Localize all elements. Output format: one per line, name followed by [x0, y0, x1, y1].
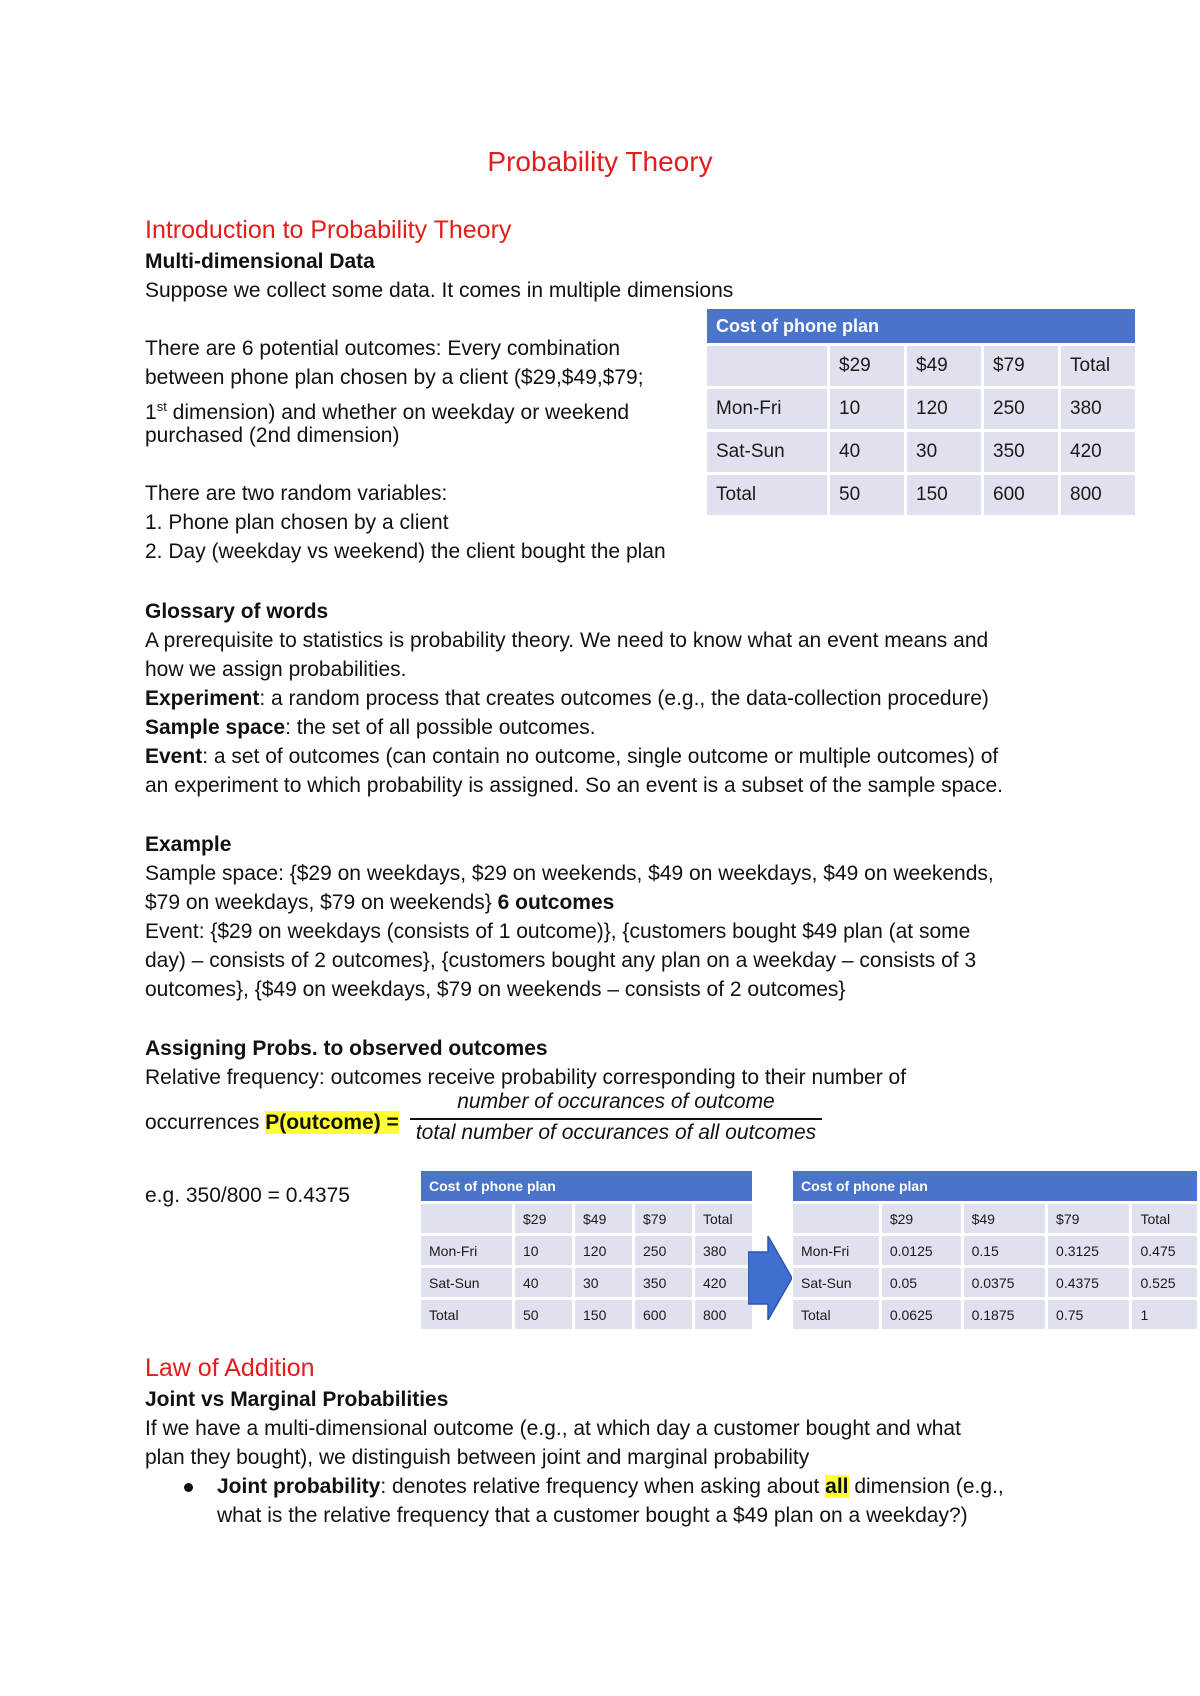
- table-caption: Cost of phone plan: [793, 1171, 1197, 1201]
- phone-plan-counts-table-small: [418, 1168, 755, 1332]
- table-header-cell: Total: [1132, 1204, 1197, 1233]
- table-cell: 0.1875: [964, 1300, 1045, 1329]
- table-cell: 0.525: [1132, 1268, 1197, 1297]
- assigning-example: e.g. 350/800 = 0.4375: [145, 1184, 350, 1207]
- table-cell: Mon-Fri: [421, 1236, 512, 1265]
- rv-intro: There are two random variables:: [145, 482, 448, 505]
- table-cell: 0.0375: [964, 1268, 1045, 1297]
- joint-probability-text: : denotes relative frequency when asking about: [380, 1475, 826, 1498]
- table-header-cell: $29: [830, 346, 904, 386]
- table-cell: 0.0625: [882, 1300, 961, 1329]
- section-heading-law-of-addition: Law of Addition: [145, 1354, 315, 1382]
- glossary-heading: Glossary of words: [145, 600, 329, 623]
- example-outcome-count: 6 outcomes: [491, 891, 615, 914]
- term-joint-probability: Joint probability: [217, 1475, 381, 1498]
- table-cell: 10: [830, 389, 904, 429]
- ordinal-suffix: st: [156, 399, 167, 414]
- table-cell: 250: [984, 389, 1058, 429]
- table-header-cell: Total: [695, 1204, 752, 1233]
- table-cell: 10: [515, 1236, 572, 1265]
- term-event: Event: [145, 745, 203, 768]
- joint-probability-line-2: what is the relative frequency that a customer bought a $49 plan on a weekday?): [217, 1504, 968, 1527]
- table-cell: 50: [515, 1300, 572, 1329]
- table-cell: 420: [1061, 432, 1135, 472]
- table-cell: 350: [984, 432, 1058, 472]
- formula-denominator: total number of occurances of all outcomes: [415, 1121, 817, 1144]
- table-caption: Cost of phone plan: [421, 1171, 752, 1201]
- table-header-cell: [707, 346, 827, 386]
- table-cell: 600: [984, 475, 1058, 515]
- table-header-cell: $79: [1048, 1204, 1129, 1233]
- joint-probability-bullet: [217, 1472, 1004, 1501]
- table-cell: 250: [635, 1236, 692, 1265]
- intro-line: Suppose we collect some data. It comes in multiple dimensions: [145, 279, 734, 302]
- table-cell: 0.4375: [1048, 1268, 1129, 1297]
- table-cell: 40: [515, 1268, 572, 1297]
- table-header-cell: [793, 1204, 879, 1233]
- table-cell: 30: [575, 1268, 632, 1297]
- table-cell: Mon-Fri: [793, 1236, 879, 1265]
- table-cell: 50: [830, 475, 904, 515]
- glossary-event: [145, 742, 998, 771]
- table-cell: 120: [907, 389, 981, 429]
- page-title: Probability Theory: [487, 146, 713, 177]
- glossary-line-2: how we assign probabilities.: [145, 658, 407, 681]
- term-experiment: Experiment: [145, 687, 260, 710]
- section-heading-intro: Introduction to Probability Theory: [145, 216, 512, 244]
- outcomes-line-1: There are 6 potential outcomes: Every combination: [145, 337, 621, 360]
- table-cell: 380: [695, 1236, 752, 1265]
- glossary-experiment: [145, 684, 989, 713]
- def-experiment: : a random process that creates outcomes (e.g., the data-collection procedure): [259, 687, 989, 710]
- example-line-4: day) – consists of 2 outcomes}, {customers bought any plan on a weekday – consists of 3: [145, 949, 977, 972]
- ordinal-number: 1: [145, 401, 157, 424]
- table-cell: 0.3125: [1048, 1236, 1129, 1265]
- table-row: [421, 1268, 752, 1297]
- table-header-row: [421, 1204, 752, 1233]
- table-header-cell: Total: [1061, 346, 1135, 386]
- law-line-1: If we have a multi-dimensional outcome (e.g., at which day a customer bought and what: [145, 1417, 961, 1440]
- table-cell: 0.15: [964, 1236, 1045, 1265]
- table-row: [707, 432, 1135, 472]
- rv-item-2: 2. Day (weekday vs weekend) the client bought the plan: [145, 540, 666, 563]
- def-event: : a set of outcomes (can contain no outcome, single outcome or multiple outcomes) of: [202, 745, 999, 768]
- table-header-cell: $49: [964, 1204, 1045, 1233]
- bullet-icon: [184, 1483, 193, 1492]
- table-caption: Cost of phone plan: [707, 309, 1135, 343]
- table-cell: 30: [907, 432, 981, 472]
- table-cell: Sat-Sun: [421, 1268, 512, 1297]
- assigning-line-2-text: occurrences: [145, 1111, 266, 1134]
- assigning-line-2: [145, 1108, 399, 1137]
- table-row: [793, 1300, 1197, 1329]
- table-cell: 420: [695, 1268, 752, 1297]
- table-row: [793, 1268, 1197, 1297]
- term-sample-space: Sample space: [145, 716, 286, 739]
- outcomes-line-3-rest: dimension) and whether on weekday or weekend: [166, 401, 630, 424]
- example-heading: Example: [145, 833, 232, 856]
- law-line-2: plan they bought), we distinguish between joint and marginal probability: [145, 1446, 810, 1469]
- assigning-line-1: Relative frequency: outcomes receive probability corresponding to their number of: [145, 1066, 907, 1089]
- def-sample-space: : the set of all possible outcomes.: [285, 716, 596, 739]
- example-line-3: Event: {$29 on weekdays (consists of 1 outcome)}, {customers bought $49 plan (at some: [145, 920, 971, 943]
- table-row: [421, 1300, 752, 1329]
- right-arrow-icon: [748, 1236, 792, 1320]
- subheading-multidimensional: Multi-dimensional Data: [145, 250, 375, 273]
- table-header-row: [793, 1204, 1197, 1233]
- phone-plan-counts-table: [704, 306, 1138, 518]
- fraction-bar: [410, 1118, 822, 1120]
- subheading-joint-vs-marginal: Joint vs Marginal Probabilities: [145, 1388, 449, 1411]
- table-row: [793, 1236, 1197, 1265]
- table-row: [707, 389, 1135, 429]
- table-header-cell: $79: [635, 1204, 692, 1233]
- outcomes-line-2: between phone plan chosen by a client ($29,$49,$79;: [145, 366, 644, 389]
- table-header-cell: $79: [984, 346, 1058, 386]
- table-cell: 0.05: [882, 1268, 961, 1297]
- outcomes-line-4: purchased (2nd dimension): [145, 424, 400, 447]
- table-row: [421, 1236, 752, 1265]
- rv-item-1: 1. Phone plan chosen by a client: [145, 511, 449, 534]
- table-cell: 0.475: [1132, 1236, 1197, 1265]
- table-cell: Total: [793, 1300, 879, 1329]
- table-cell: Mon-Fri: [707, 389, 827, 429]
- table-cell: 380: [1061, 389, 1135, 429]
- table-cell: 600: [635, 1300, 692, 1329]
- table-cell: Total: [707, 475, 827, 515]
- table-cell: 40: [830, 432, 904, 472]
- table-cell: 800: [1061, 475, 1135, 515]
- table-header-cell: $29: [882, 1204, 961, 1233]
- assigning-heading: Assigning Probs. to observed outcomes: [145, 1037, 548, 1060]
- table-header-row: [707, 346, 1135, 386]
- formula-numerator: number of occurances of outcome: [457, 1090, 775, 1113]
- glossary-sample-space: [145, 713, 596, 742]
- formula-label: P(outcome) =: [265, 1111, 399, 1134]
- glossary-event-line-2: an experiment to which probability is assigned. So an event is a subset of the sample space.: [145, 774, 1003, 797]
- table-cell: 120: [575, 1236, 632, 1265]
- table-row: [707, 475, 1135, 515]
- example-line-1: Sample space: {$29 on weekdays, $29 on weekends, $49 on weekdays, $49 on weekends,: [145, 862, 994, 885]
- table-cell: Sat-Sun: [707, 432, 827, 472]
- table-cell: Total: [421, 1300, 512, 1329]
- glossary-line-1: A prerequisite to statistics is probability theory. We need to know what an event means and: [145, 629, 989, 652]
- table-header-cell: $29: [515, 1204, 572, 1233]
- table-cell: Sat-Sun: [793, 1268, 879, 1297]
- table-cell: 150: [907, 475, 981, 515]
- joint-probability-text-2: dimension (e.g.,: [848, 1475, 1004, 1498]
- example-line-2: [145, 888, 614, 917]
- table-cell: 0.75: [1048, 1300, 1129, 1329]
- table-header-cell: [421, 1204, 512, 1233]
- highlight-all: all: [825, 1475, 849, 1498]
- phone-plan-probabilities-table: [790, 1168, 1200, 1332]
- table-cell: 1: [1132, 1300, 1197, 1329]
- table-cell: 350: [635, 1268, 692, 1297]
- table-header-cell: $49: [575, 1204, 632, 1233]
- table-cell: 0.0125: [882, 1236, 961, 1265]
- table-cell: 800: [695, 1300, 752, 1329]
- table-header-cell: $49: [907, 346, 981, 386]
- table-cell: 150: [575, 1300, 632, 1329]
- example-line-5: outcomes}, {$49 on weekdays, $79 on weekends – consists of 2 outcomes}: [145, 978, 846, 1001]
- example-line-2-text: $79 on weekdays, $79 on weekends}: [145, 891, 492, 914]
